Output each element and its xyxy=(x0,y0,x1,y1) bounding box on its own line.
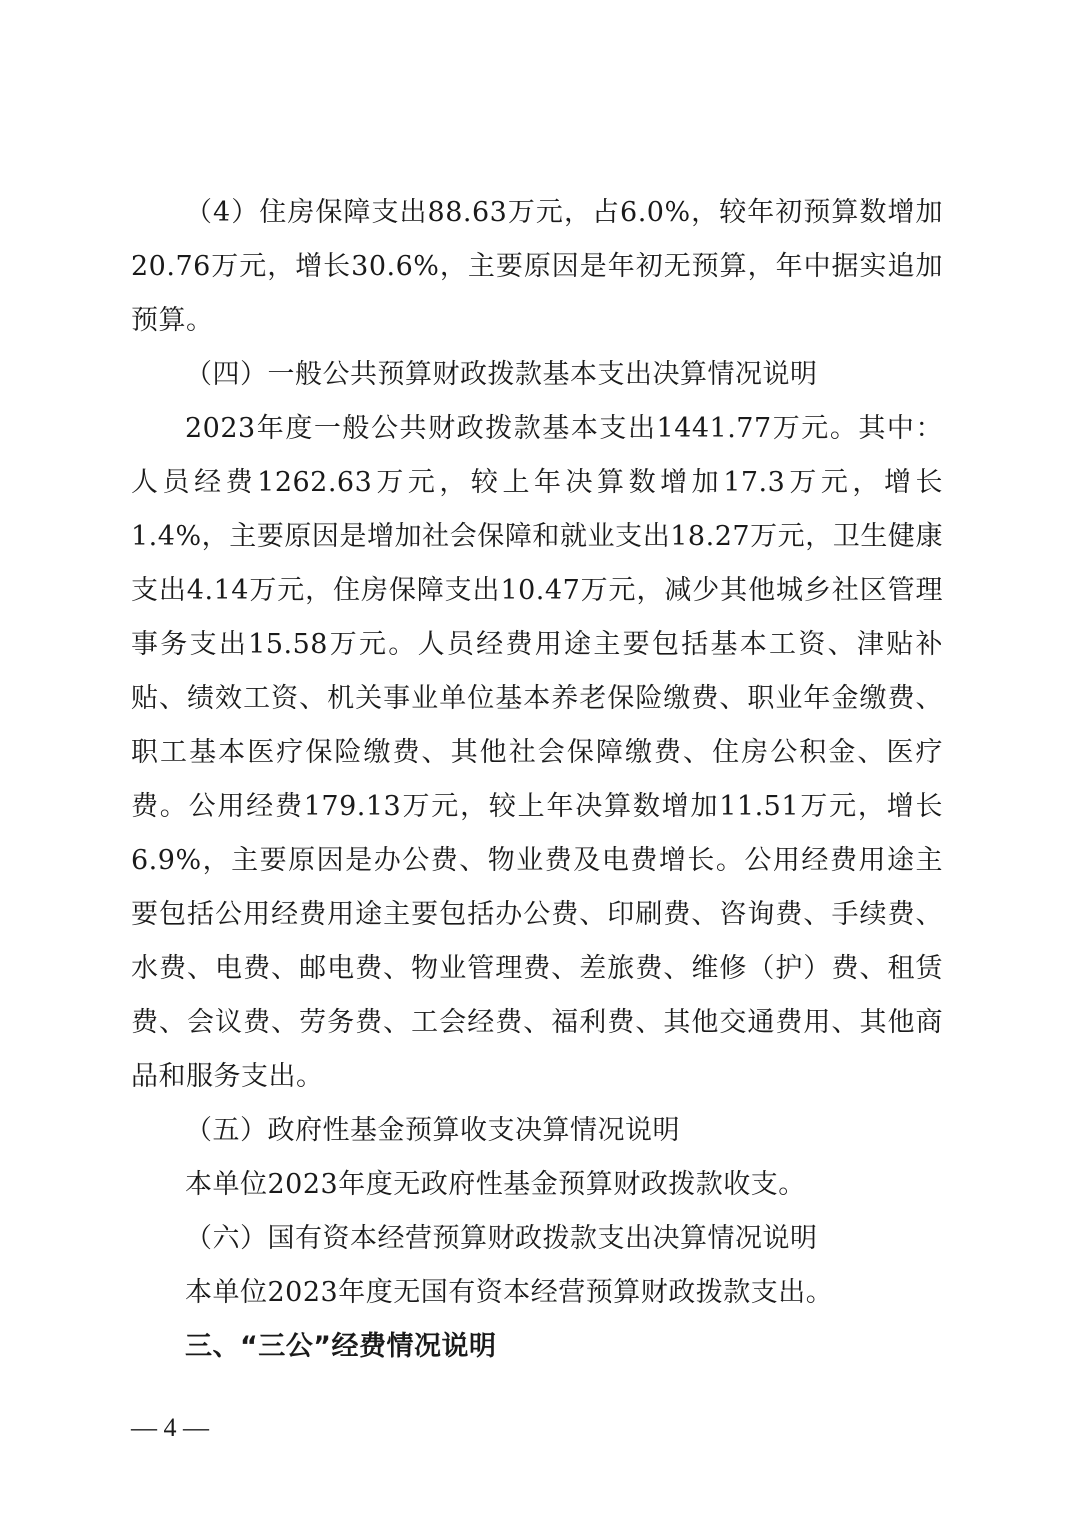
document-body xyxy=(131,186,943,1374)
section-heading-general-budget-basic: （四）一般公共预算财政拨款基本支出决算情况说明 xyxy=(185,359,818,390)
section-heading-government-fund: （五）政府性基金预算收支决算情况说明 xyxy=(185,1115,680,1146)
paragraph-housing-expenditure: （4）住房保障支出88.63万元，占6.0%，较年初预算数增加20.76万元，增长30.6%，主要原因是年初无预算，年中据实追加预算。 xyxy=(131,197,943,336)
section-heading-state-capital: （六）国有资本经营预算财政拨款支出决算情况说明 xyxy=(185,1223,818,1254)
paragraph-state-capital: 本单位2023年度无国有资本经营预算财政拨款支出。 xyxy=(185,1277,834,1308)
page-number: — 4 — xyxy=(131,1413,209,1442)
paragraph-government-fund: 本单位2023年度无政府性基金预算财政拨款收支。 xyxy=(185,1169,806,1200)
section-heading-three-public: 三、“三公”经费情况说明 xyxy=(185,1331,497,1362)
paragraph-basic-expenditure-detail: 2023年度一般公共财政拨款基本支出1441.77万元。其中：人员经费1262.63万元，较上年决算数增加17.3万元，增长1.4%，主要原因是增加社会保障和就业支出18.27万元，卫生健康支出4.14万元，住房保障支出10.47万元，减少其他城乡社区管理事务支出15.58万元。人员经费用途主要包括基本工资、津贴补贴、绩效工资、机关事业单位基本养老保险缴费、职业年金缴费、职工基本医疗保险缴费、其他社会保障缴费、住房公积金、医疗费。公用经费179.13万元，较上年决算数增加11.51万元，增长6.9%，主要原因是办公费、物业费及电费增长。公用经费用途主要包括公用经费用途主要包括办公费、印刷费、咨询费、手续费、水费、电费、邮电费、物业管理费、差旅费、维修（护）费、租赁费、会议费、劳务费、工会经费、福利费、其他交通费用、其他商品和服务支出。 xyxy=(131,413,943,1092)
